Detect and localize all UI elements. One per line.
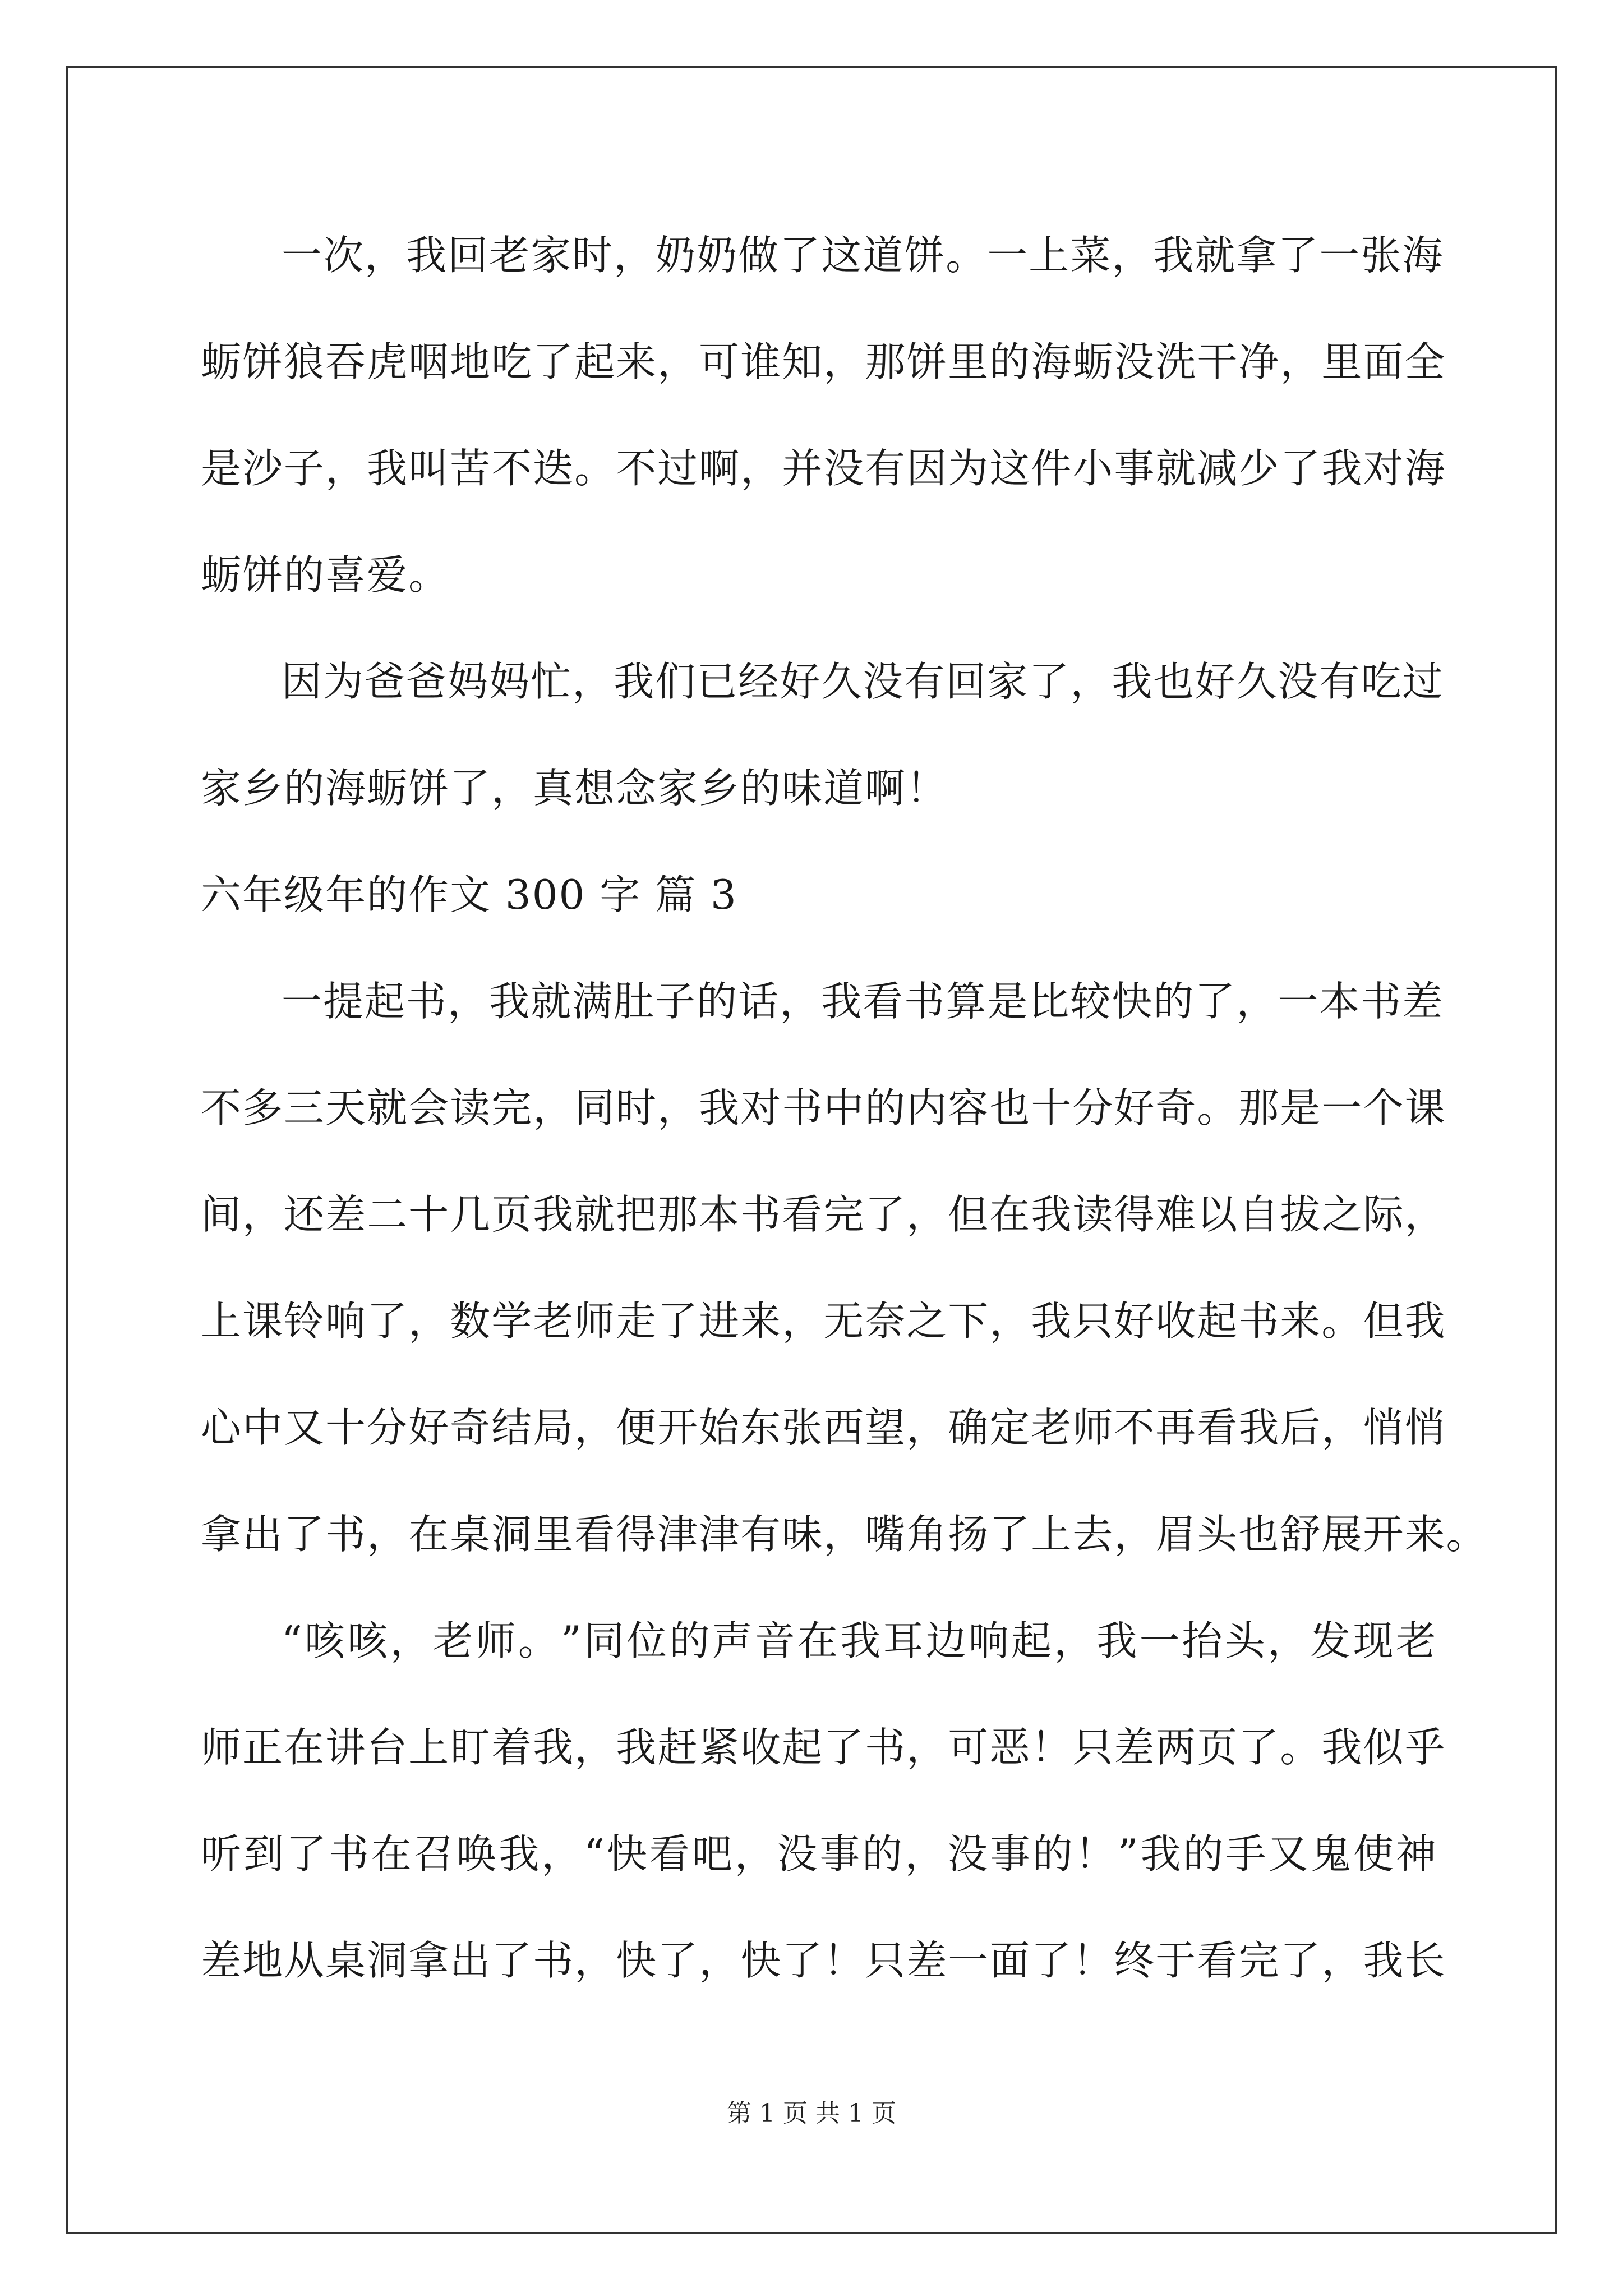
document-body	[201, 202, 1488, 2014]
text-line: 师 正 在 讲 台 上 盯 着 我 ， 我 赶 紧 收 起 了 书 ， 可 恶 ！ 只 差 两 页 了 。 我 似 乎	[201, 1724, 1446, 1771]
text-line: 上 课 铃 响 了 ， 数 学 老 师 走 了 进 来 ， 无 奈 之 下 ， 我 只 好 收 起 书 来 。 但 我	[201, 1297, 1446, 1345]
text-line: 因 为 爸 爸 妈 妈 忙 ， 我 们 已 经 好 久 没 有 回 家 了 ， 我 也 好 久 没 有 吃 过	[282, 658, 1444, 705]
page-footer: 第 1 页 共 1 页	[727, 2099, 896, 2128]
text-line: 心 中 又 十 分 好 奇 结 局 ， 便 开 始 东 张 西 望 ， 确 定 老 师 不 再 看 我 后 ， 悄 悄	[201, 1404, 1446, 1451]
text-line: 一 次 ， 我 回 老 家 时 ， 奶 奶 做 了 这 道 饼 。 一 上 菜 ， 我 就 拿 了 一 张 海	[282, 232, 1444, 279]
text-line: 不 多 三 天 就 会 读 完 ， 同 时 ， 我 对 书 中 的 内 容 也 十 分 好 奇 。 那 是 一 个 课	[201, 1084, 1446, 1131]
text-line: 六年级年的作文 300 字 篇 3	[201, 871, 737, 918]
text-line: 蛎饼的喜爱。	[201, 551, 450, 599]
text-line: 家乡的海蛎饼了，真想念家乡的味道啊！	[201, 765, 948, 812]
text-line: 是 沙 子 ， 我 叫 苦 不 迭 。 不 过 啊 ， 并 没 有 因 为 这 件 小 事 就 减 少 了 我 对 海	[201, 445, 1446, 492]
text-line: “ 咳 咳 ， 老 师 。 ” 同 位 的 声 音 在 我 耳 边 响 起 ， 我 一 抬 头 ， 发 现 老	[282, 1617, 1437, 1664]
text-line: 听 到 了 书 在 召 唤 我 ， “ 快 看 吧 ， 没 事 的 ， 没 事 的 ！ ” 我 的 手 又 鬼 使 神	[201, 1830, 1437, 1878]
text-line: 一 提 起 书 ， 我 就 满 肚 子 的 话 ， 我 看 书 算 是 比 较 快 的 了 ， 一 本 书 差	[282, 978, 1444, 1025]
text-line: 蛎 饼 狼 吞 虎 咽 地 吃 了 起 来 ， 可 谁 知 ， 那 饼 里 的 海 蛎 没 洗 干 净 ， 里 面 全	[201, 338, 1446, 385]
text-line: 间 ， 还 差 二 十 几 页 我 就 把 那 本 书 看 完 了 ， 但 在 我 读 得 难 以 自 拔 之 际 ，	[201, 1191, 1446, 1238]
text-line: 拿 出 了 书 ， 在 桌 洞 里 看 得 津 津 有 味 ， 嘴 角 扬 了 上 去 ， 眉 头 也 舒 展 开 来 。	[201, 1511, 1488, 1558]
text-line: 差 地 从 桌 洞 拿 出 了 书 ， 快 了 ， 快 了 ！ 只 差 一 面 了 ！ 终 于 看 完 了 ， 我 长	[201, 1937, 1446, 1984]
